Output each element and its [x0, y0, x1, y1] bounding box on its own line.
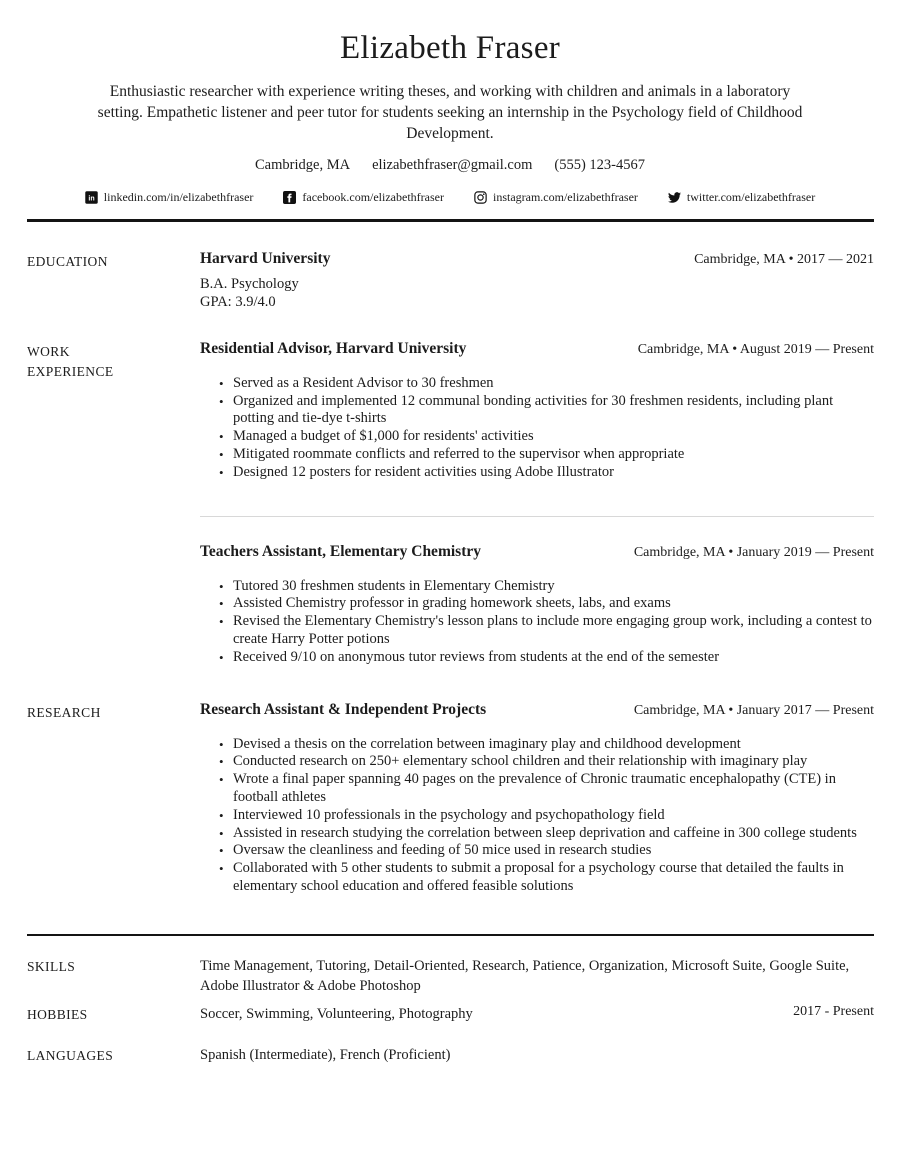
section-label-work-experience: WORK EXPERIENCE [27, 343, 114, 379]
social-link-label: twitter.com/elizabethfraser [686, 190, 816, 205]
work-body [200, 340, 874, 667]
entry-meta: Cambridge, MA • January 2019 — Present [633, 544, 874, 560]
social-row [0, 190, 900, 205]
education-entry-head [200, 250, 874, 268]
summary-text: Enthusiastic researcher with experience writing theses, and working with children and animals in a laboratory setting. Empathetic listener and peer tutor for students seeking an internship in the Psychology field of Childhood Development. [97, 83, 803, 143]
hobbies-date: 2017 - Present [793, 1004, 874, 1020]
work-entry-1 [200, 340, 874, 482]
section-label-skills: SKILLS [27, 959, 76, 975]
twitter-icon [668, 191, 681, 204]
bullet-item: • Wrote a final paper spanning 40 pages on the prevalence of Chronic traumatic encephalopathy (CTE) in football athletes [200, 771, 874, 807]
person-name: Elizabeth Fraser [339, 30, 561, 66]
social-link-label: linkedin.com/in/elizabethfraser [103, 190, 254, 205]
bullet-item: • Assisted in research studying the correlation between sleep deprivation and caffeine in 300 college students [200, 825, 874, 843]
contact-row [0, 157, 900, 174]
languages-row [27, 1045, 874, 1066]
svg-text:in: in [88, 195, 95, 203]
top-rule [27, 219, 874, 222]
resume-header [0, 0, 900, 205]
linkedin-icon [85, 191, 98, 204]
skills-text: Time Management, Tutoring, Detail-Oriented, Research, Patience, Organization, Microsoft Suite, Google Suite, Adobe Illustrator & Adobe Photoshop [200, 958, 850, 995]
skills-row [27, 956, 874, 996]
resume-body [0, 250, 900, 896]
bullet-item: • Conducted research on 250+ elementary school children and their relationship with imaginary play [200, 753, 874, 771]
contact-location: Cambridge, MA [255, 157, 351, 174]
work-entry-head [200, 543, 874, 561]
work-entry-bullets [200, 578, 874, 667]
section-work-experience [27, 340, 874, 667]
bullet-item: • Designed 12 posters for resident activities using Adobe Illustrator [200, 464, 874, 482]
section-research [27, 701, 874, 896]
work-entry-bullets [200, 375, 874, 482]
social-link-label: facebook.com/elizabethfraser [302, 190, 444, 205]
entry-meta: Cambridge, MA • August 2019 — Present [637, 341, 874, 357]
entry-title: Residential Advisor, Harvard University [200, 339, 467, 357]
section-label-languages: LANGUAGES [27, 1048, 114, 1064]
section-label-education: EDUCATION [27, 253, 108, 269]
education-degree: B.A. Psychology [200, 275, 299, 292]
bullet-item: • Revised the Elementary Chemistry's lesson plans to include more engaging group work, including a contest to create Harry Potter potions [200, 613, 874, 649]
education-details [200, 275, 874, 312]
bullet-item: • Interviewed 10 professionals in the psychology and psychopathology field [200, 807, 874, 825]
work-entry-head [200, 340, 874, 358]
section-label-hobbies: HOBBIES [27, 1007, 88, 1023]
bullet-item: • Managed a budget of $1,000 for residents' activities [200, 428, 874, 446]
education-body [200, 250, 874, 312]
research-entry-head [200, 701, 874, 719]
bullet-item: • Collaborated with 5 other students to submit a proposal for a psychology course that detailed the faults in elementary school education and offered feasible solutions [200, 860, 874, 896]
research-body [200, 701, 874, 896]
facebook-icon [283, 191, 296, 204]
work-entry-2 [200, 543, 874, 667]
social-link-instagram[interactable] [474, 190, 638, 205]
bullet-item: • Mitigated roommate conflicts and referred to the supervisor when appropriate [200, 446, 874, 464]
entry-meta: Cambridge, MA • 2017 — 2021 [694, 251, 874, 267]
entry-divider [200, 516, 874, 517]
bullet-item: • Received 9/10 on anonymous tutor reviews from students at the end of the semester [200, 649, 874, 667]
section-education [27, 250, 874, 312]
instagram-icon [474, 191, 487, 204]
contact-phone: (555) 123-4567 [554, 157, 645, 174]
social-link-label: instagram.com/elizabethfraser [492, 190, 638, 205]
entry-meta: Cambridge, MA • January 2017 — Present [633, 702, 874, 718]
research-bullets [200, 736, 874, 896]
entry-title: Research Assistant & Independent Projects [200, 700, 487, 718]
entry-title: Harvard University [200, 249, 331, 267]
bullet-item: • Devised a thesis on the correlation between imaginary play and childhood development [200, 736, 874, 754]
bullet-item: • Served as a Resident Advisor to 30 freshmen [200, 375, 874, 393]
hobbies-text: Soccer, Swimming, Volunteering, Photography [200, 1006, 473, 1023]
bullet-item: • Tutored 30 freshmen students in Elementary Chemistry [200, 578, 874, 596]
resume-footer [0, 956, 900, 1066]
social-link-twitter[interactable] [668, 190, 815, 205]
social-link-linkedin[interactable] [85, 190, 254, 205]
languages-text: Spanish (Intermediate), French (Proficient) [200, 1047, 451, 1064]
contact-email[interactable]: elizabethfraser@gmail.com [372, 157, 533, 174]
bullet-item: • Assisted Chemistry professor in grading homework sheets, labs, and exams [200, 595, 874, 613]
social-link-facebook[interactable] [283, 190, 444, 205]
bottom-rule [27, 934, 874, 937]
hobbies-row [27, 1004, 874, 1025]
bullet-item: • Organized and implemented 12 communal bonding activities for 30 freshmen residents, including plant potting and tie-dye t-shirts [200, 393, 874, 429]
education-gpa: GPA: 3.9/4.0 [200, 294, 276, 311]
entry-title: Teachers Assistant, Elementary Chemistry [200, 542, 481, 560]
section-label-research: RESEARCH [27, 704, 101, 720]
bullet-item: • Oversaw the cleanliness and feeding of 50 mice used in research studies [200, 842, 874, 860]
